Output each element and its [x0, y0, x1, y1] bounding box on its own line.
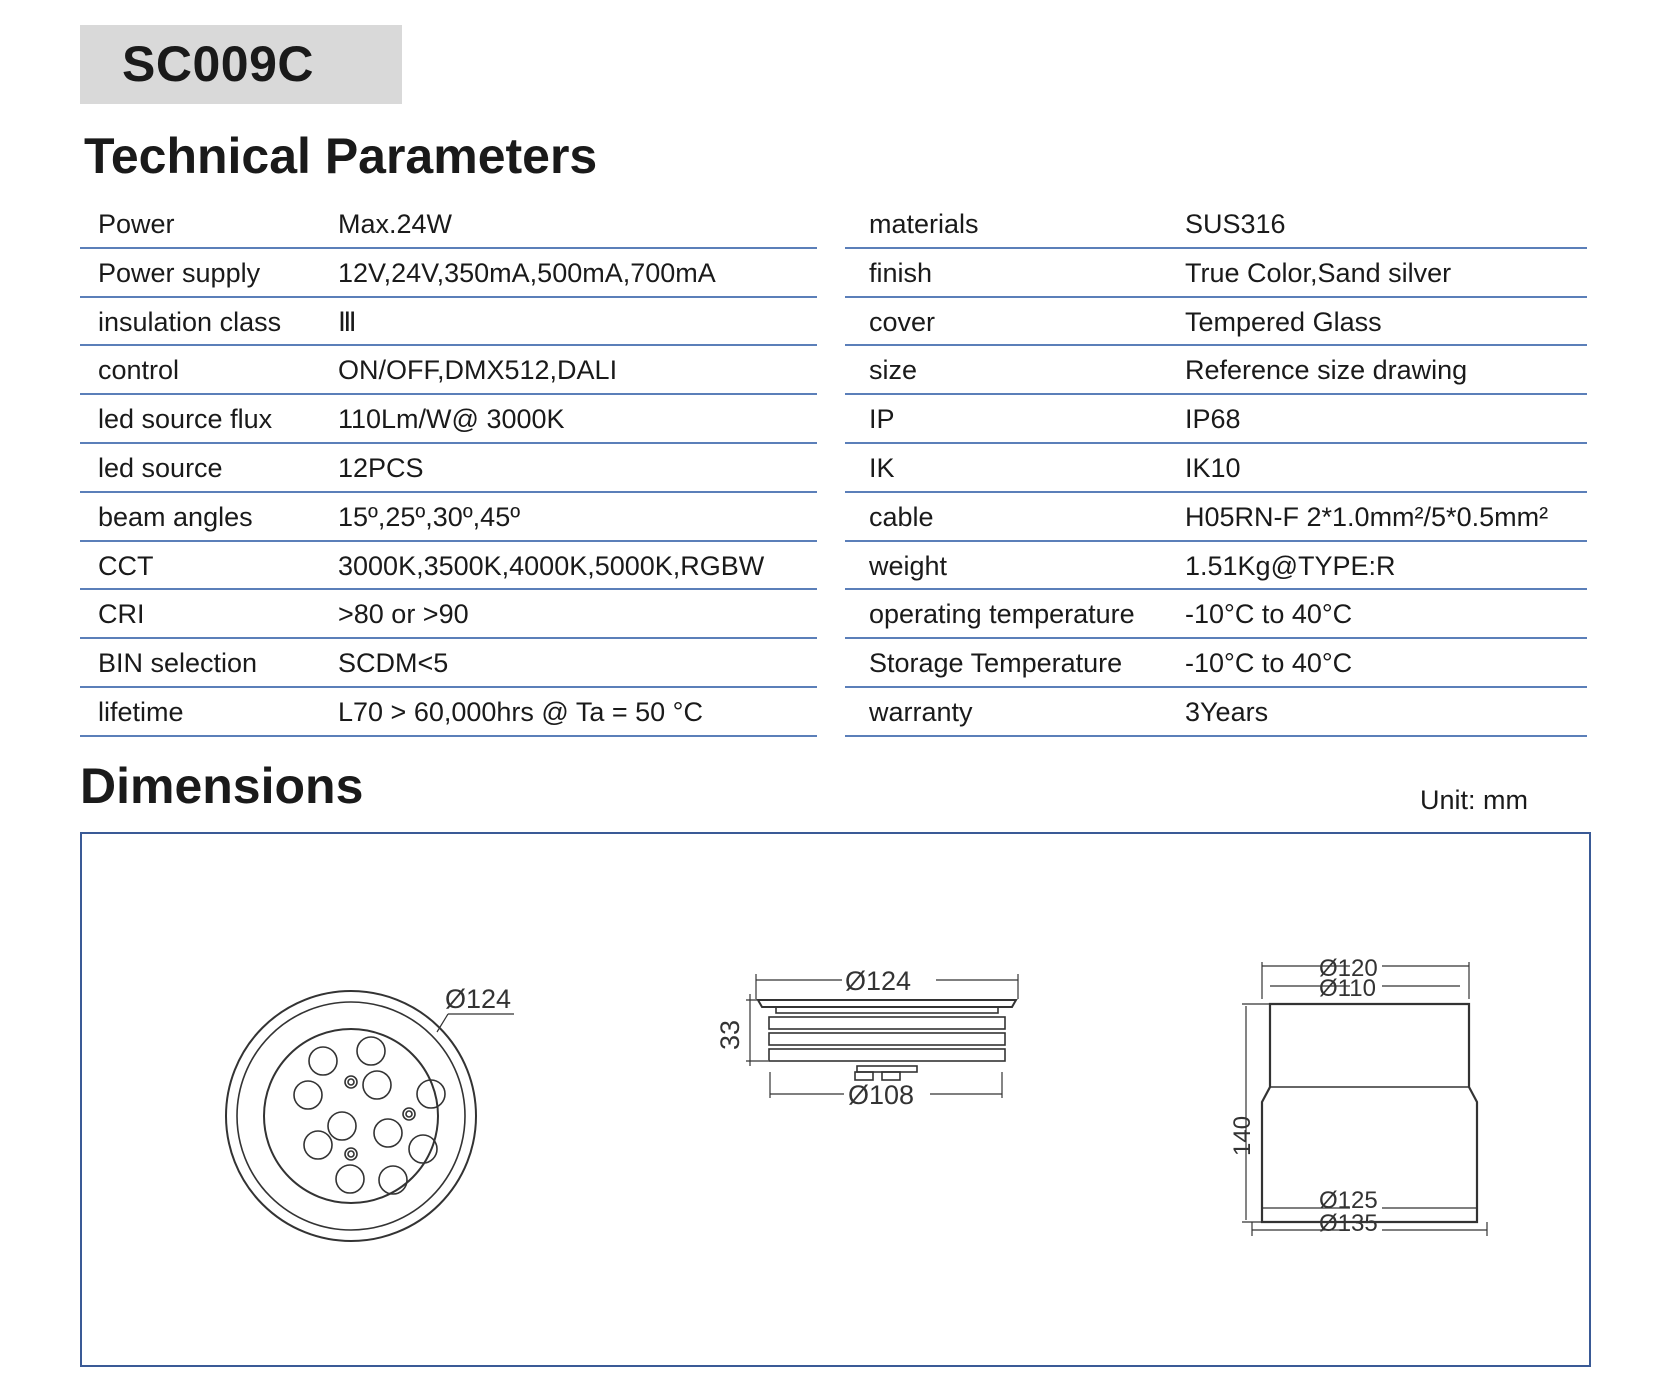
- param-name: operating temperature: [869, 599, 1135, 630]
- top-view-diameter: Ø124: [445, 984, 512, 1014]
- parameter-table-right: [845, 200, 1587, 737]
- param-name: insulation class: [98, 306, 282, 337]
- param-row: [845, 542, 1587, 591]
- parameter-table-left: [80, 200, 817, 737]
- param-value: 12PCS: [338, 452, 424, 483]
- side-view-drawing: [715, 966, 1018, 1110]
- param-name: Power: [98, 209, 175, 239]
- param-row: [845, 346, 1587, 395]
- housing-diameter-120: Ø120: [1319, 955, 1378, 982]
- param-row: [845, 493, 1587, 542]
- param-row: [845, 688, 1587, 737]
- param-row: [80, 346, 817, 395]
- param-row: [845, 395, 1587, 444]
- param-row: [845, 444, 1587, 493]
- dimension-drawings: [82, 834, 1588, 1364]
- param-name: Power supply: [98, 257, 261, 288]
- model-code: SC009C: [122, 36, 314, 92]
- param-value: Tempered Glass: [1185, 306, 1382, 337]
- param-row: [845, 200, 1587, 249]
- param-name: BIN selection: [98, 648, 258, 679]
- param-value: -10°C to 40°C: [1185, 599, 1353, 630]
- param-value: Reference size drawing: [1185, 355, 1468, 386]
- param-row: [845, 249, 1587, 298]
- param-value: 1.51Kg@TYPE:R: [1185, 550, 1396, 581]
- param-row: [80, 444, 817, 493]
- param-row: [80, 298, 817, 347]
- param-name: IK: [869, 452, 895, 483]
- model-badge: [80, 25, 402, 104]
- technical-parameters-title: Technical Parameters: [84, 128, 598, 184]
- param-value: IP68: [1185, 404, 1241, 435]
- param-value: L70 > 60,000hrs @ Ta = 50 °C: [338, 696, 703, 727]
- param-value: >80 or >90: [338, 599, 469, 630]
- param-name: led source flux: [98, 404, 273, 435]
- side-view-bottom-diameter: Ø108: [848, 1080, 915, 1110]
- param-row: [80, 590, 817, 639]
- param-value: -10°C to 40°C: [1185, 648, 1353, 679]
- param-value: SCDM<5: [338, 648, 449, 679]
- param-row: [80, 200, 817, 249]
- param-value: 15º,25º,30º,45º: [338, 501, 521, 532]
- param-name: materials: [869, 209, 979, 239]
- param-row: [845, 298, 1587, 347]
- param-name: warranty: [869, 696, 973, 727]
- param-value: Ⅲ: [338, 306, 357, 337]
- param-name: IP: [869, 404, 895, 435]
- param-value: H05RN-F 2*1.0mm²/5*0.5mm²: [1185, 501, 1549, 532]
- param-value: IK10: [1185, 452, 1241, 483]
- param-row: [80, 542, 817, 591]
- param-name: CRI: [98, 599, 145, 630]
- top-view-drawing: [226, 984, 514, 1241]
- param-row: [845, 639, 1587, 688]
- param-row: [80, 688, 817, 737]
- param-value: 3Years: [1185, 696, 1269, 727]
- param-name: cover: [869, 306, 936, 337]
- dimensions-frame: [80, 832, 1591, 1367]
- param-name: CCT: [98, 550, 154, 581]
- param-value: Max.24W: [338, 209, 453, 239]
- housing-diameter-125: Ø125: [1319, 1187, 1378, 1214]
- side-view-top-diameter: Ø124: [845, 966, 912, 996]
- param-value: 12V,24V,350mA,500mA,700mA: [338, 257, 716, 288]
- param-name: weight: [869, 550, 948, 581]
- param-value: ON/OFF,DMX512,DALI: [338, 355, 618, 386]
- param-name: led source: [98, 452, 223, 483]
- housing-diameter-110: Ø110: [1319, 975, 1376, 1002]
- param-value: True Color,Sand silver: [1185, 257, 1452, 288]
- param-value: 3000K,3500K,4000K,5000K,RGBW: [338, 550, 765, 581]
- housing-view-drawing: [1229, 955, 1487, 1237]
- param-row: [80, 395, 817, 444]
- housing-height: 140: [1229, 1115, 1256, 1156]
- param-name: lifetime: [98, 696, 184, 727]
- param-name: size: [869, 355, 918, 386]
- param-name: control: [98, 355, 180, 386]
- param-name: Storage Temperature: [869, 648, 1123, 679]
- dimensions-title: Dimensions: [80, 758, 364, 814]
- param-row: [845, 590, 1587, 639]
- side-view-height: 33: [715, 1019, 745, 1050]
- param-row: [80, 493, 817, 542]
- unit-label: Unit: mm: [1420, 785, 1528, 815]
- param-name: beam angles: [98, 501, 253, 532]
- param-row: [80, 249, 817, 298]
- param-row: [80, 639, 817, 688]
- param-name: finish: [869, 257, 933, 288]
- param-value: SUS316: [1185, 209, 1286, 239]
- housing-diameter-135: Ø135: [1319, 1210, 1378, 1237]
- param-name: cable: [869, 501, 934, 532]
- param-value: 110Lm/W@ 3000K: [338, 404, 565, 435]
